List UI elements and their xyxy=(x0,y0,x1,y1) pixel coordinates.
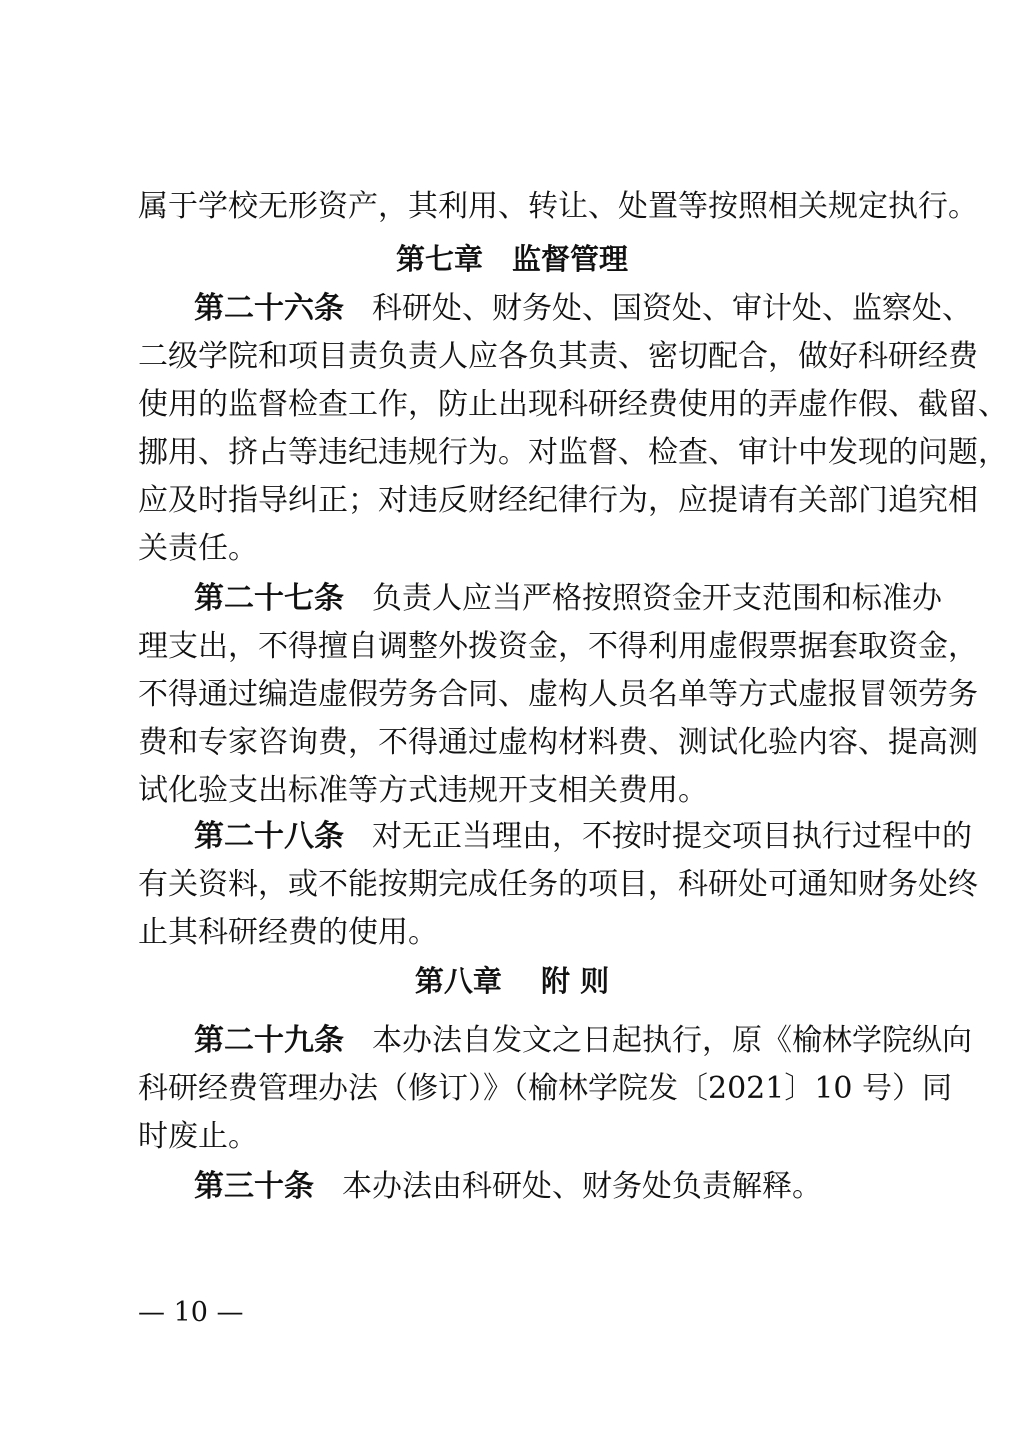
line-text: 二级学院和项目责负责人应各负其责、密切配合，做好科研经费 xyxy=(138,339,978,374)
article-label: 第二十七条 xyxy=(194,581,344,616)
line-text: 理支出，不得擅自调整外拨资金，不得利用虚假票据套取资金， xyxy=(138,629,978,664)
paragraph-line xyxy=(138,528,898,570)
line-text: 属于学校无形资产，其利用、转让、处置等按照相关规定执行。 xyxy=(138,189,978,224)
page-number: — 10 — xyxy=(138,1297,244,1328)
paragraph-line xyxy=(138,432,1008,474)
article-line xyxy=(194,1166,898,1208)
line-text: 费和专家咨询费，不得通过虚构材料费、测试化验内容、提高测 xyxy=(138,725,978,760)
article-label: 第二十九条 xyxy=(194,1023,344,1058)
paragraph-line xyxy=(138,770,898,812)
paragraph-line xyxy=(138,186,978,228)
article-line xyxy=(194,578,942,620)
line-text: 应及时指导纠正；对违反财经纪律行为，应提请有关部门追究相 xyxy=(138,483,978,518)
chapter-heading: 第七章 监督管理 xyxy=(395,242,628,276)
line-text: 本办法由科研处、财务处负责解释。 xyxy=(342,1169,822,1204)
paragraph-line xyxy=(138,626,978,668)
article-label: 第二十八条 xyxy=(194,819,344,854)
paragraph-line xyxy=(138,1116,898,1158)
line-text: 有关资料，或不能按期完成任务的项目，科研处可通知财务处终 xyxy=(138,867,978,902)
paragraph-line xyxy=(138,864,978,906)
line-text: 试化验支出标准等方式违规开支相关费用。 xyxy=(138,773,708,808)
line-text: 使用的监督检查工作，防止出现科研经费使用的弄虚作假、截留、 xyxy=(138,387,1008,422)
line-text: 本办法自发文之日起执行，原《榆林学院纵向 xyxy=(372,1023,972,1058)
article-label: 第二十六条 xyxy=(194,291,344,326)
line-text: 挪用、挤占等违纪违规行为。对监督、检查、审计中发现的问题， xyxy=(138,435,1008,470)
paragraph-line xyxy=(138,1068,953,1110)
paragraph-line xyxy=(138,336,978,378)
paragraph-line xyxy=(138,674,978,716)
line-text: 关责任。 xyxy=(138,531,258,566)
article-line xyxy=(194,288,972,330)
paragraph-line xyxy=(138,912,898,954)
chapter-heading: 第八章 附 则 xyxy=(414,964,610,998)
line-text: 负责人应当严格按照资金开支范围和标准办 xyxy=(372,581,942,616)
paragraph-line xyxy=(138,722,978,764)
article-line xyxy=(194,816,972,858)
line-text: 科研处、财务处、国资处、审计处、监察处、 xyxy=(372,291,972,326)
line-text: 科研经费管理办法（修订）》（榆林学院发〔2021〕10 号）同 xyxy=(138,1071,953,1106)
article-line xyxy=(194,1020,972,1062)
line-text: 时废止。 xyxy=(138,1119,258,1154)
line-text: 对无正当理由，不按时提交项目执行过程中的 xyxy=(372,819,972,854)
paragraph-line xyxy=(138,480,978,522)
line-text: 不得通过编造虚假劳务合同、虚构人员名单等方式虚报冒领劳务 xyxy=(138,677,978,712)
line-text: 止其科研经费的使用。 xyxy=(138,915,438,950)
article-label: 第三十条 xyxy=(194,1169,314,1204)
paragraph-line xyxy=(138,384,1008,426)
